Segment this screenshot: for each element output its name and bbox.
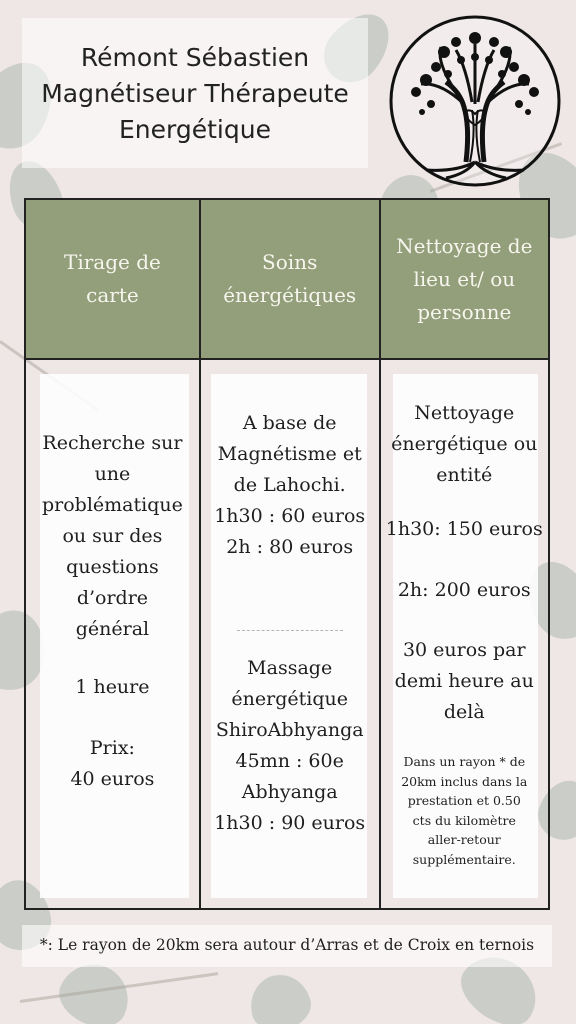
soins-massage: [201, 653, 379, 839]
intro-line: entité: [436, 464, 493, 486]
soins-line: A base de: [242, 412, 337, 434]
intro-line: énergétique ou: [391, 433, 538, 455]
price-value: 40 euros: [70, 768, 155, 790]
table-header-row: [25, 199, 549, 359]
description-line: d’ordre: [76, 587, 149, 609]
massage-line: Massage: [247, 657, 333, 679]
note-line: prestation et 0.50: [407, 793, 521, 808]
soins-line: de Lahochi.: [233, 474, 346, 496]
massage-price-line: 45mn : 60e: [235, 750, 344, 772]
tree-of-life-logo: [386, 12, 564, 190]
description-line: Recherche sur: [42, 432, 183, 454]
cell-soins-energetiques: [200, 359, 380, 909]
massage-line: Abhyanga: [241, 781, 338, 803]
note-line: supplémentaire.: [412, 851, 516, 867]
nettoyage-price-1: 1h30: 150 euros: [385, 518, 543, 540]
header-tirage-de-carte: [25, 199, 200, 359]
soins-price-line: 1h30 : 60 euros: [214, 505, 366, 527]
note-line: 20km inclus dans la: [401, 773, 528, 789]
description-line: ou sur des: [62, 525, 163, 547]
extra-line: demi heure au: [394, 670, 534, 692]
description-line: problématique: [41, 494, 183, 516]
tirage-price: [26, 733, 199, 795]
tirage-duration: 1 heure: [75, 676, 150, 698]
description-line: une: [94, 463, 131, 485]
nettoyage-price-2: 2h: 200 euros: [397, 579, 531, 601]
footnote: *: Le rayon de 20km sera autour d’Arras et de Croix en ternois: [39, 936, 535, 954]
header-line: personne: [417, 299, 512, 324]
soins-line: Magnétisme et: [217, 443, 362, 465]
note-line: cts du kilomètre: [412, 812, 516, 828]
title-line-3: Energétique: [119, 115, 271, 144]
extra-line: 30 euros par: [402, 639, 526, 661]
nettoyage-travel-note: [381, 752, 548, 869]
table-body-row: [25, 359, 549, 909]
cell-nettoyage: [380, 359, 549, 909]
description-line: général: [75, 618, 150, 640]
header-line: lieu et/ ou: [413, 266, 516, 291]
massage-price-line: 1h30 : 90 euros: [214, 812, 366, 834]
services-table: [24, 198, 550, 910]
nettoyage-intro: [381, 398, 548, 491]
note-line: aller-retour: [427, 832, 501, 847]
cell-tirage-de-carte: [25, 359, 200, 909]
description-line: questions: [66, 556, 159, 578]
tirage-description: [26, 428, 199, 645]
header-line: Nettoyage de: [396, 233, 533, 258]
tree-icon: [386, 12, 564, 190]
title-line-2: Magnétiseur Thérapeute: [41, 79, 349, 108]
note-line: Dans un rayon * de: [403, 754, 526, 769]
header-soins-energetiques: [200, 199, 380, 359]
massage-line: ShiroAbhyanga: [215, 719, 364, 741]
header-line: énergétiques: [223, 283, 357, 307]
header-nettoyage: [380, 199, 549, 359]
title-line-1: Rémont Sébastien: [80, 43, 310, 72]
extra-line: delà: [443, 701, 485, 723]
intro-line: Nettoyage: [414, 402, 515, 424]
page-title: [22, 40, 368, 148]
nettoyage-extra: [381, 635, 548, 728]
price-label: Prix:: [89, 737, 135, 759]
section-divider: [237, 630, 343, 631]
massage-line: énergétique: [231, 688, 348, 710]
header-line: carte: [86, 283, 139, 307]
header-line: Tirage de: [64, 250, 161, 274]
soins-price-line: 2h : 80 euros: [226, 536, 354, 558]
soins-magnetisme: [201, 408, 379, 563]
header-line: Soins: [262, 250, 318, 274]
